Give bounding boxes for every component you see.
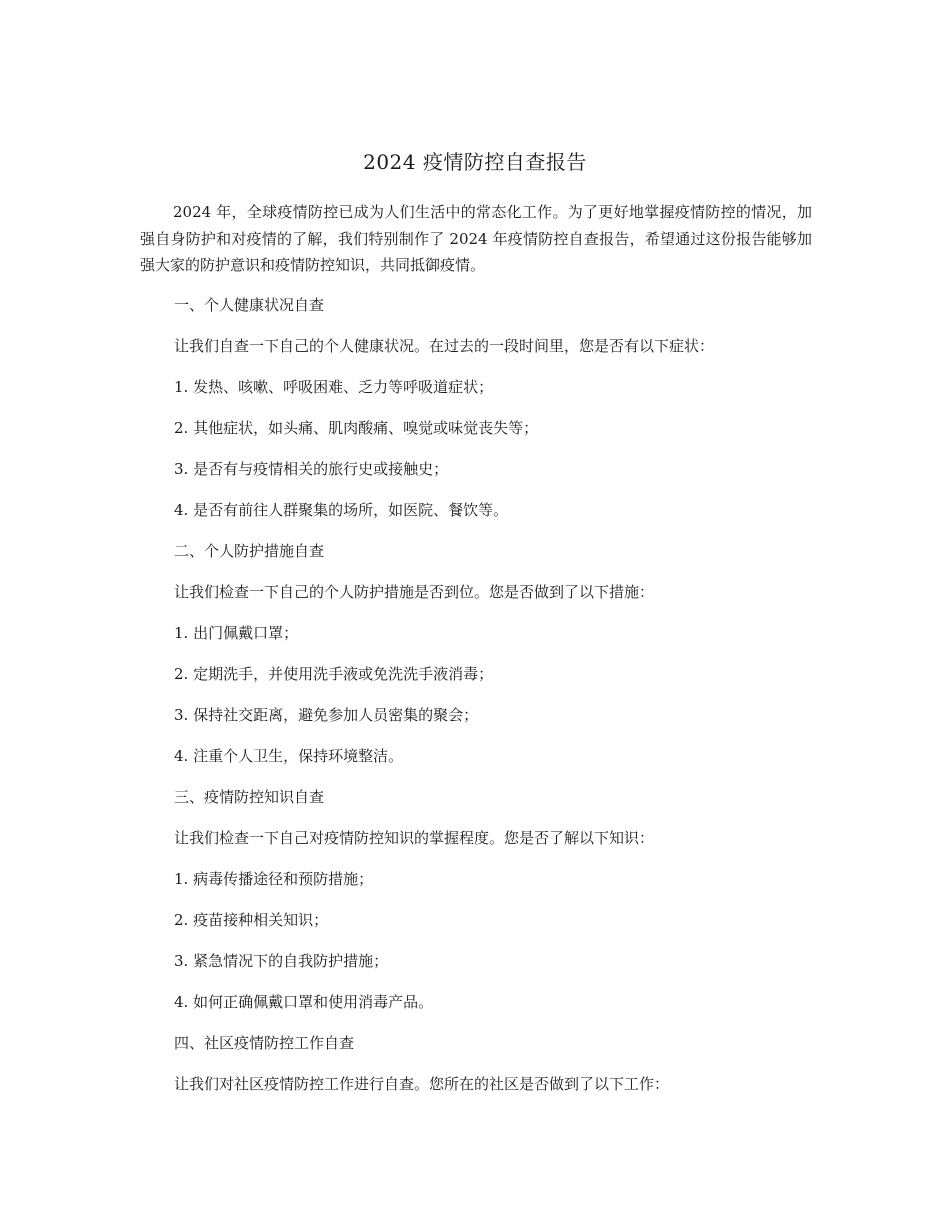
list-item: 3. 保持社交距离，避免参加人员密集的聚会； [174, 706, 479, 724]
intro-paragraph: 2024 年，全球疫情防控已成为人们生活中的常态化工作。为了更好地掌握疫情防控的情况，加强自身防护和对疫情的了解，我们特别制作了 2024 年疫情防控自查报告，希望通过这份报告能够加强大家的防护意识和疫情防控知识，共同抵御疫情。 [140, 203, 812, 274]
section-heading-4: 四、社区疫情防控工作自查 [174, 1034, 355, 1052]
paragraph-line: 让我们检查一下自己对疫情防控知识的掌握程度。您是否了解以下知识： [174, 829, 655, 847]
paragraph-line: 让我们检查一下自己的个人防护措施是否到位。您是否做到了以下措施： [174, 583, 655, 601]
list-item: 2. 疫苗接种相关知识； [174, 911, 329, 929]
list-item: 1. 发热、咳嗽、呼吸困难、乏力等呼吸道症状； [174, 378, 494, 396]
section-heading-3: 三、疫情防控知识自查 [174, 788, 325, 806]
paragraph-line: 让我们对社区疫情防控工作进行自查。您所在的社区是否做到了以下工作： [174, 1075, 670, 1093]
list-item: 3. 紧急情况下的自我防护措施； [174, 952, 389, 970]
list-item: 1. 病毒传播途径和预防措施； [174, 870, 374, 888]
list-item: 2. 其他症状，如头痛、肌肉酸痛、嗅觉或味觉丧失等； [174, 419, 539, 437]
list-item: 3. 是否有与疫情相关的旅行史或接触史； [174, 460, 449, 478]
list-item: 2. 定期洗手，并使用洗手液或免洗洗手液消毒； [174, 665, 494, 683]
list-item: 4. 是否有前往人群聚集的场所，如医院、餐饮等。 [174, 501, 509, 519]
paragraph-line: 让我们自查一下自己的个人健康状况。在过去的一段时间里，您是否有以下症状： [174, 337, 715, 355]
list-item: 4. 如何正确佩戴口罩和使用消毒产品。 [174, 993, 434, 1011]
section-heading-1: 一、个人健康状况自查 [174, 296, 325, 314]
section-heading-2: 二、个人防护措施自查 [174, 542, 325, 560]
list-item: 4. 注重个人卫生，保持环境整洁。 [174, 747, 404, 765]
document-title: 2024 疫情防控自查报告 [363, 150, 587, 174]
list-item: 1. 出门佩戴口罩； [174, 624, 299, 642]
